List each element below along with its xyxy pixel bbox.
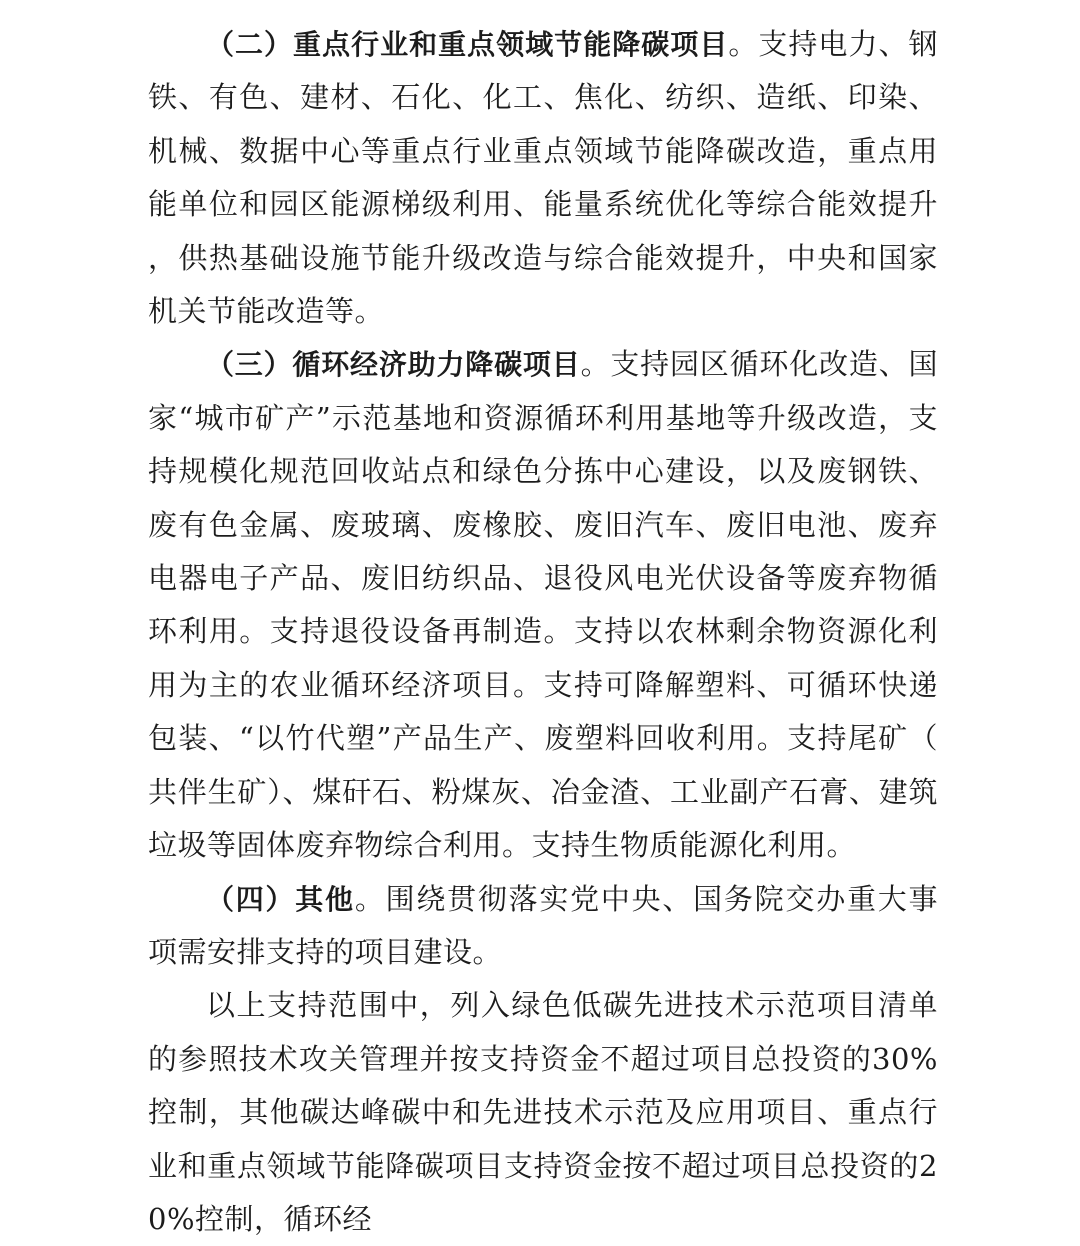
document-body [148, 18, 938, 1246]
section-heading-4: （四）其他 [206, 882, 355, 916]
paragraph-text-funding: 以上支持范围中，列入绿色低碳先进技术示范项目清单的参照技术攻关管理并按支持资金不超过项目总投资的30%控制，其他碳达峰碳中和先进技术示范及应用项目、重点行业和重点领域节能降碳项目支持资金按不超过项目总投资的20%控制，循环经 [148, 988, 938, 1236]
paragraph-text-3: 。支持园区循环化改造、国家“城市矿产”示范基地和资源循环利用基地等升级改造，支持规模化规范回收站点和绿色分拣中心建设，以及废钢铁、废有色金属、废玻璃、废橡胶、废旧汽车、废旧电池、废弃电器电子产品、废旧纺织品、退役风电光伏设备等废弃物循环利用。支持退役设备再制造。支持以农林剩余物资源化利用为主的农业循环经济项目。支持可降解塑料、可循环快递包装、“以竹代塑”产品生产、废塑料回收利用。支持尾矿（共伴生矿）、煤矸石、粉煤灰、冶金渣、工业副产石膏、建筑垃圾等固体废弃物综合利用。支持生物质能源化利用。 [148, 347, 938, 863]
section-heading-2: （二）重点行业和重点领域节能降碳项目 [206, 28, 729, 61]
paragraph-key-industries [148, 18, 938, 338]
section-heading-3: （三）循环经济助力降碳项目 [206, 348, 581, 382]
paragraph-text-2: 。支持电力、钢铁、有色、建材、石化、化工、焦化、纺织、造纸、印染、机械、数据中心等重点行业重点领域节能降碳改造，重点用能单位和园区能源梯级利用、能量系统优化等综合能效提升，供热基础设施节能升级改造与综合能效提升，中央和国家机关节能改造等。 [148, 27, 938, 329]
paragraph-text-4: 。围绕贯彻落实党中央、国务院交办重大事项需安排支持的项目建设。 [148, 881, 938, 969]
paragraph-other [148, 873, 938, 980]
paragraph-funding-limits [148, 979, 938, 1246]
paragraph-circular-economy [148, 338, 938, 872]
